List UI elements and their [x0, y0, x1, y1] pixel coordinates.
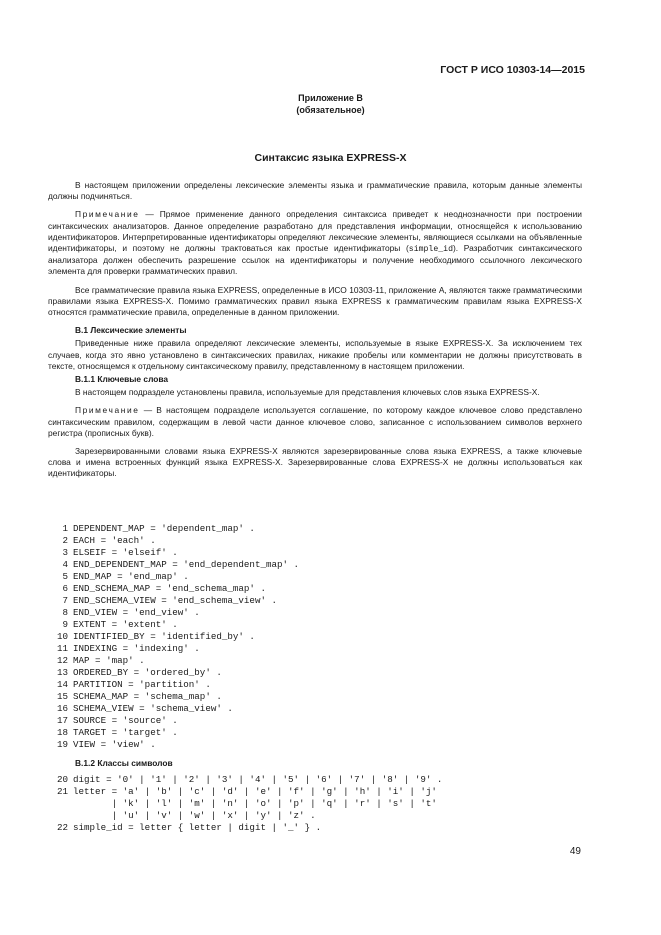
rule-text: END_DEPENDENT_MAP = 'end_dependent_map' .: [73, 559, 300, 570]
b12-heading: B.1.2 Классы символов: [75, 758, 173, 768]
rule-number: 11: [56, 643, 68, 654]
rule-line: [48, 619, 582, 630]
rule-number: 16: [56, 703, 68, 714]
rule-line: [48, 679, 582, 690]
rule-line: [48, 715, 582, 726]
note-paragraph-1: [48, 209, 582, 277]
rule-number: 7: [62, 595, 68, 606]
rule-number: 21: [56, 786, 68, 797]
section-title: Синтаксис языка EXPRESS-X: [254, 152, 407, 164]
rule-text: DEPENDENT_MAP = 'dependent_map' .: [73, 523, 255, 534]
rule-line: [48, 595, 582, 606]
rule-line: [48, 798, 582, 809]
rule-line: [48, 571, 582, 582]
b1-heading: B.1 Лексические элементы: [75, 325, 187, 336]
rule-text: | 'u' | 'v' | 'w' | 'x' | 'y' | 'z' .: [73, 810, 316, 821]
rule-line: [48, 667, 582, 678]
rule-line: [48, 631, 582, 642]
rule-line: [48, 774, 582, 785]
rule-text: END_SCHEMA_VIEW = 'end_schema_view' .: [73, 595, 277, 606]
reserved-paragraph: Зарезервированными словами языка EXPRESS-X являются зарезервированные слова языка EXPRESS, а также ключевые слова и имена встроенных функций языка EXPRESS-X. Зарезервированные слова EXPRESS-X не должны использоваться как идентификаторы.: [48, 446, 582, 479]
intro-paragraph: В настоящем приложении определены лексические элементы языка и грамматические правила, которым данные элементы должны подчиняться.: [48, 180, 582, 202]
rule-line: [48, 810, 582, 821]
note-paragraph-2: [48, 405, 582, 439]
rule-line: [48, 786, 582, 797]
rule-number: 17: [56, 715, 68, 726]
rule-number: 10: [56, 631, 68, 642]
rule-number: 14: [56, 679, 68, 690]
rule-number: 12: [56, 655, 68, 666]
rule-line: [48, 739, 582, 750]
standard-header: ГОСТ Р ИСО 10303-14—2015: [440, 64, 585, 76]
rule-text: END_VIEW = 'end_view' .: [73, 607, 200, 618]
rule-text: IDENTIFIED_BY = 'identified_by' .: [73, 631, 255, 642]
rule-number: 15: [56, 691, 68, 702]
rule-number: 6: [62, 583, 68, 594]
rule-text: END_MAP = 'end_map' .: [73, 571, 189, 582]
rule-text: ELSEIF = 'elseif' .: [73, 547, 178, 558]
rule-number: 20: [56, 774, 68, 785]
b11-heading: B.1.1 Ключевые слова: [75, 374, 169, 385]
rule-text: MAP = 'map' .: [73, 655, 145, 666]
rule-text: SOURCE = 'source' .: [73, 715, 178, 726]
rule-text: EACH = 'each' .: [73, 535, 156, 546]
rule-number: 4: [62, 559, 68, 570]
rule-number: 18: [56, 727, 68, 738]
rule-number: 1: [62, 523, 68, 534]
rule-text: letter = 'a' | 'b' | 'c' | 'd' | 'e' | 'f' | 'g' | 'h' | 'i' | 'j': [73, 786, 437, 797]
rule-text: digit = '0' | '1' | '2' | '3' | '4' | '5' | '6' | '7' | '8' | '9' .: [73, 774, 443, 785]
rule-text: SCHEMA_MAP = 'schema_map' .: [73, 691, 222, 702]
rule-line: [48, 535, 582, 546]
rule-line: [48, 559, 582, 570]
rule-number: 2: [62, 535, 68, 546]
b12-section: [48, 758, 582, 771]
rule-text: VIEW = 'view' .: [73, 739, 156, 750]
rule-number: 3: [62, 547, 68, 558]
page-number: 49: [569, 846, 581, 857]
rule-number: 8: [62, 607, 68, 618]
rule-text: simple_id = letter { letter | digit | '_' } .: [73, 822, 322, 833]
rule-number: 13: [56, 667, 68, 678]
appendix-title: Приложение B: [298, 93, 363, 103]
rule-text: ORDERED_BY = 'ordered_by' .: [73, 667, 222, 678]
note-label: Примечание: [75, 209, 140, 220]
rule-text: EXTENT = 'extent' .: [73, 619, 178, 630]
rule-line: [48, 583, 582, 594]
rule-number: 5: [62, 571, 68, 582]
grammar-paragraph: Все грамматические правила языка EXPRESS, определенные в ИСО 10303-11, приложение А, являются также грамматическими правилами языка EXPRESS-X. Помимо грамматических правил языка EXPRESS к грамматическим правилам языка EXPRESS-X относятся грамматические правила, определенные в данном приложении.: [48, 284, 582, 318]
rule-line: [48, 822, 582, 833]
rule-text: END_SCHEMA_MAP = 'end_schema_map' .: [73, 583, 266, 594]
rule-text: PARTITION = 'partition' .: [73, 679, 211, 690]
rule-text: INDEXING = 'indexing' .: [73, 643, 200, 654]
text-block-1: [48, 180, 582, 482]
rule-text: | 'k' | 'l' | 'm' | 'n' | 'o' | 'p' | 'q' | 'r' | 's' | 't': [73, 798, 437, 809]
b11-paragraph: В настоящем подразделе установлены правила, используемые для представления ключевых слов языка EXPRESS-X.: [75, 387, 540, 398]
rule-line: [48, 547, 582, 558]
note-label: Примечание: [75, 405, 140, 416]
rule-line: [48, 703, 582, 714]
rule-line: [48, 607, 582, 618]
note-text-before: — Прямое применение данного определения синтаксиса приведет к неоднозначности при построении синтаксических анализаторов. Данное определение разработано для представления информации, относящейся к использованию идентификаторов. Интерпретированные идентификаторы определяют лексические элементы, являющиеся ссылками на объявленные идентификаторы, и поэтому не должны трактоваться как простые идентификаторы (: [48, 209, 582, 254]
rule-line: [48, 523, 582, 534]
rule-line: [48, 643, 582, 654]
rule-text: TARGET = 'target' .: [73, 727, 178, 738]
note-text-after: ). Разработчик синтаксического анализатора должен обеспечить разрешение ссылок на идентификаторы и получение необходимого ссылочного лексического элемента для проверки грамматических правил.: [48, 243, 582, 277]
rule-line: [48, 691, 582, 702]
note-code: simple_id: [408, 245, 454, 255]
rule-text: SCHEMA_VIEW = 'schema_view' .: [73, 703, 233, 714]
b1-paragraph: Приведенные ниже правила определяют лексические элементы, используемые в языке EXPRESS-X. За исключением тех случаев, когда это явно установлено в синтаксических правилах, никакие пробелы или комментарии не должны присутствовать в тексте, относящемся к отдельному синтаксическому правилу, представленному в настоящем приложении.: [48, 338, 582, 371]
rule-line: [48, 727, 582, 738]
rule-line: [48, 655, 582, 666]
rule-number: 19: [56, 739, 68, 750]
rule-number: 22: [56, 822, 68, 833]
rule-number: 9: [62, 619, 68, 630]
appendix-status: (обязательное): [296, 105, 365, 115]
note-text: — В настоящем подразделе используется соглашение, по которому каждое ключевое слово представлено синтаксическим правилом, содержащим в левой части данное ключевое слово, записанное с использованием символов верхнего регистра (прописных букв).: [48, 405, 582, 438]
